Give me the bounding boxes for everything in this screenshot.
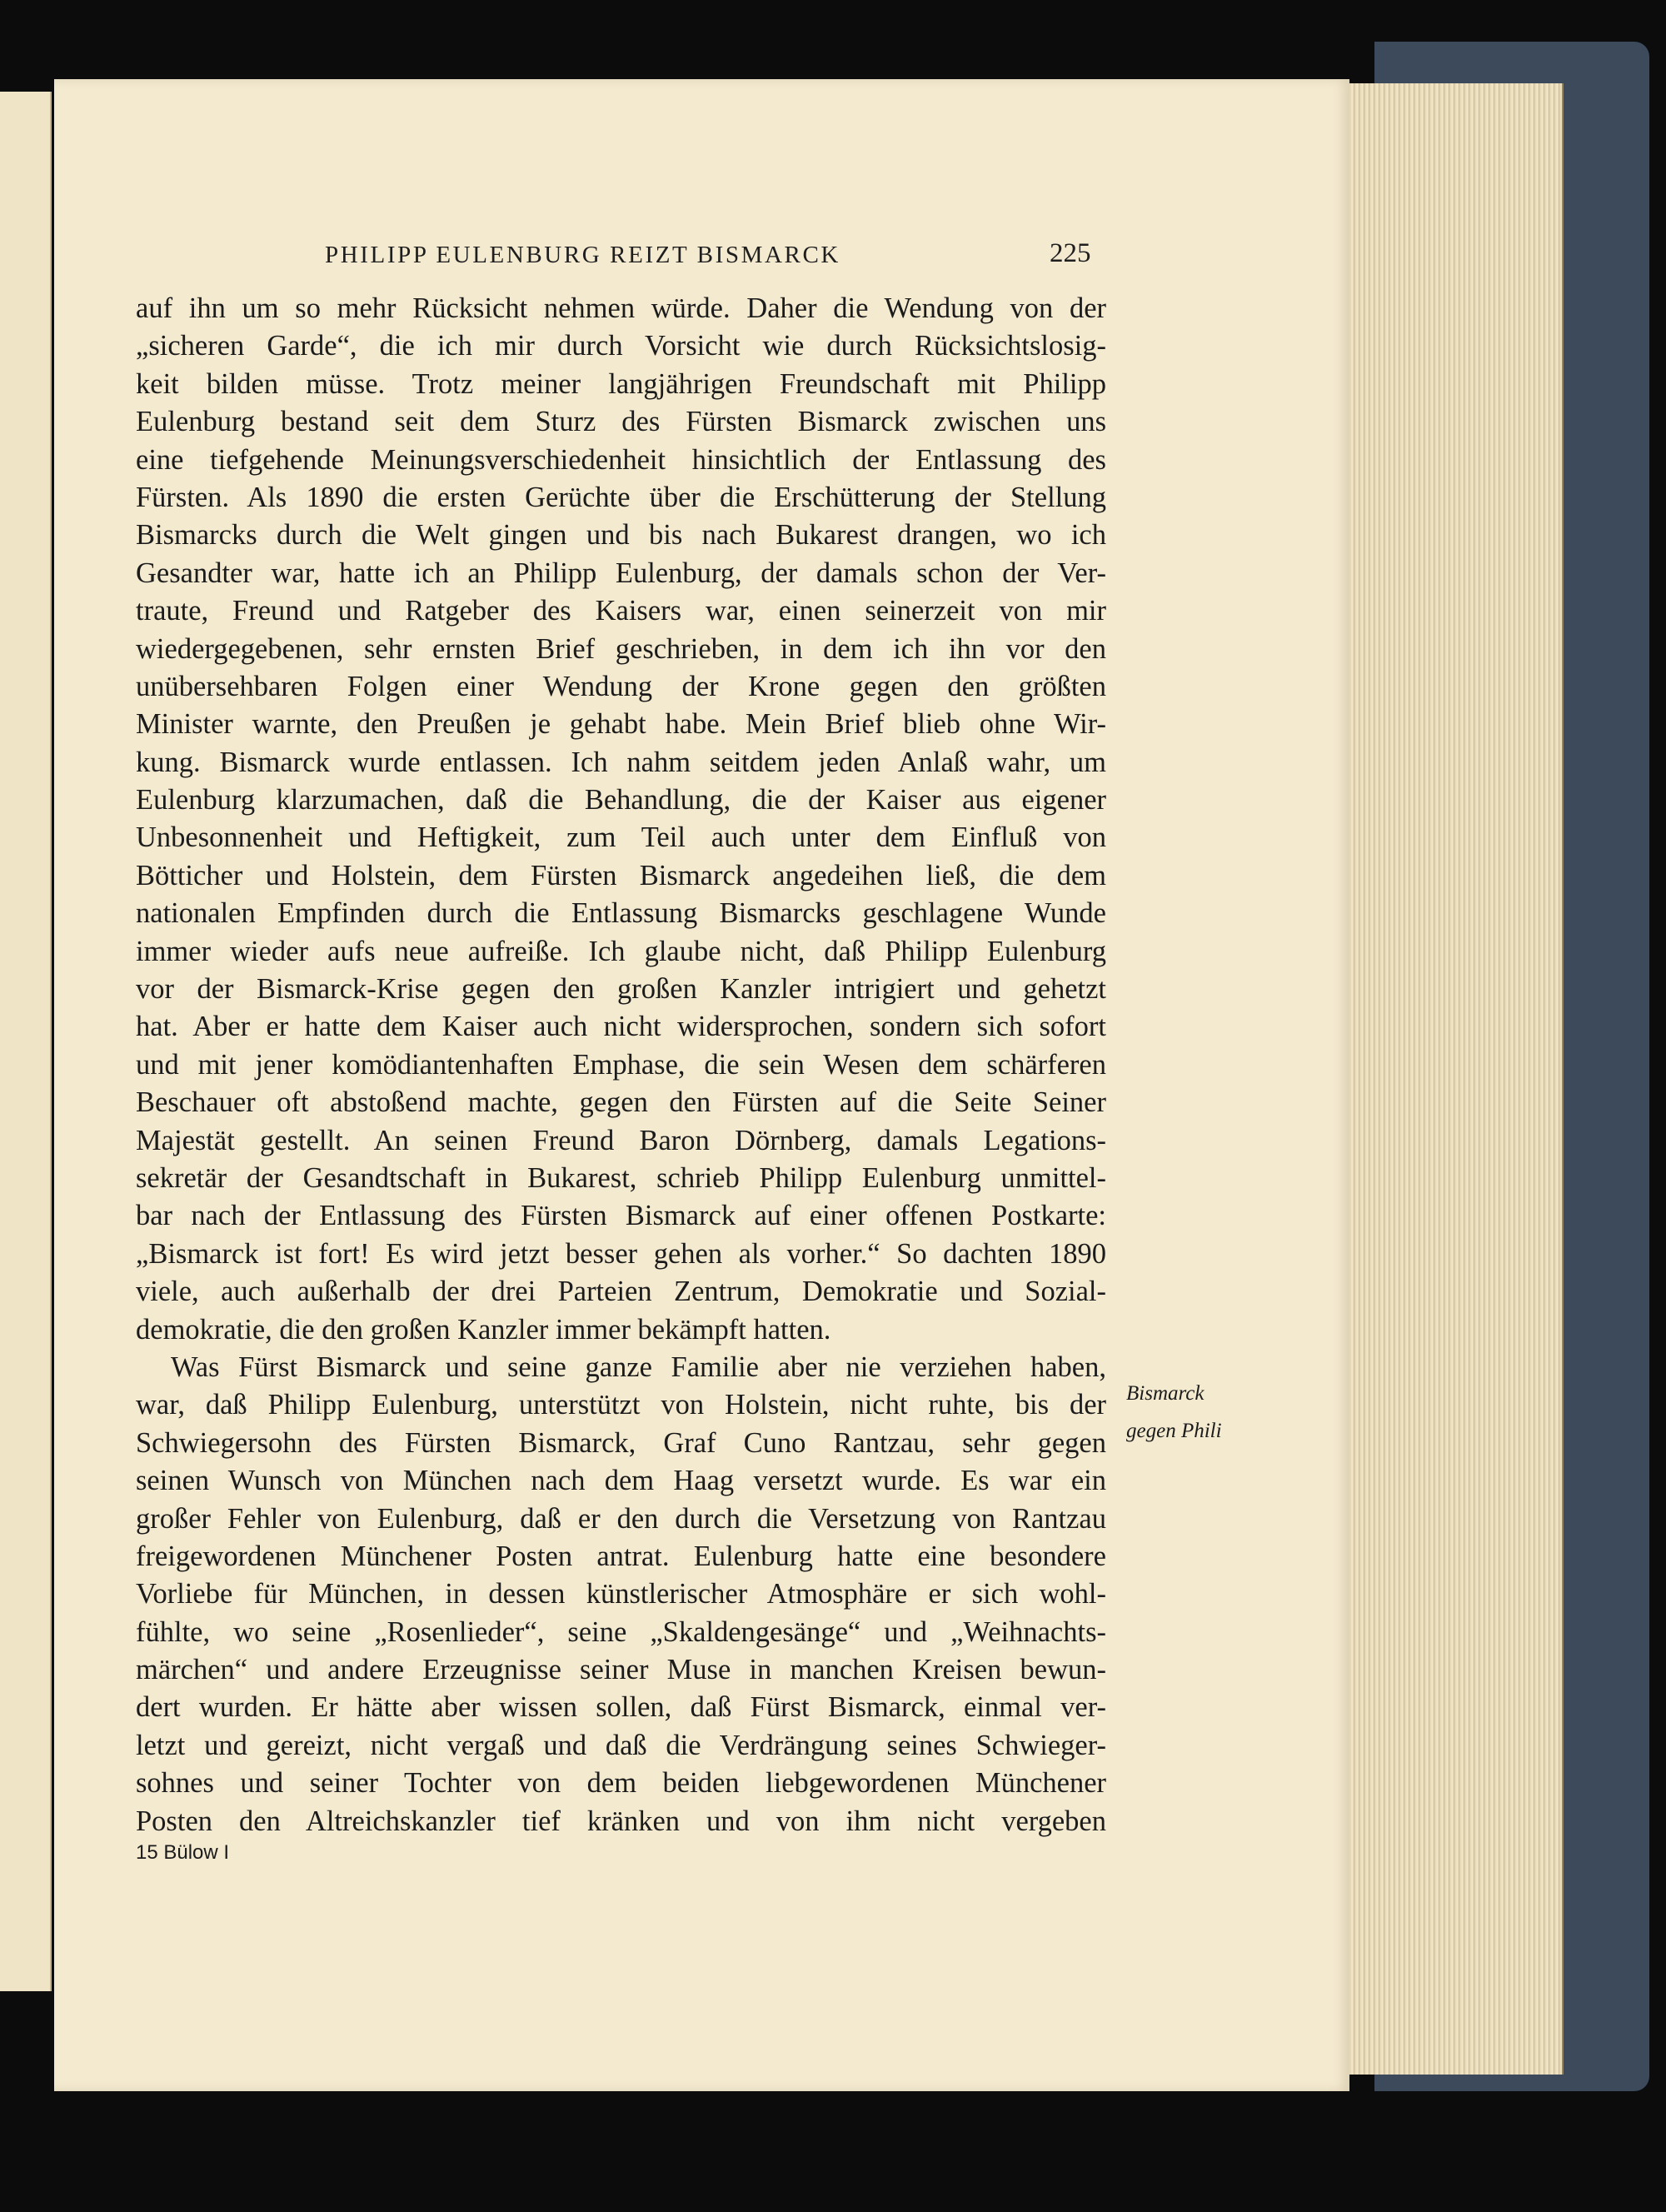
text-line: Eulenburg klarzumachen, daß die Behandlung, die der Kaiser aus eigener	[136, 784, 1106, 816]
running-head-title: PHILIPP EULENBURG REIZT BISMARCK	[325, 242, 840, 268]
text-line: letzt und gereizt, nicht vergaß und daß die Verdrängung seines Schwieger-	[136, 1729, 1106, 1761]
text-line: Majestät gestellt. An seinen Freund Baron Dörnberg, damals Legations-	[136, 1124, 1106, 1156]
text-line: demokratie, die den großen Kanzler immer bekämpft hatten.	[136, 1313, 831, 1346]
text-line: fühlte, wo seine „Rosenlieder“, seine „Skaldengesänge“ und „Weihnachts-	[136, 1615, 1106, 1648]
text-line: märchen“ und andere Erzeugnisse seiner Muse in manchen Kreisen bewun-	[136, 1654, 1106, 1686]
text-line: freigewordenen Münchener Posten antrat. Eulenburg hatte eine besondere	[136, 1540, 1106, 1572]
text-line: war, daß Philipp Eulenburg, unterstützt von Holstein, nicht ruhte, bis der	[136, 1389, 1106, 1421]
text-line: auf ihn um so mehr Rücksicht nehmen würde. Daher die Wendung von der	[136, 292, 1106, 324]
text-line: Posten den Altreichskanzler tief kränken und von ihm nicht vergeben	[136, 1805, 1106, 1837]
text-line: „Bismarck ist fort! Es wird jetzt besser gehen als vorher.“ So dachten 1890	[136, 1237, 1106, 1270]
previous-page-edge	[0, 92, 52, 1991]
body-text	[136, 290, 1106, 1840]
text-line: Fürsten. Als 1890 die ersten Gerüchte über die Erschütterung der Stellung	[136, 481, 1106, 513]
text-line: traute, Freund und Ratgeber des Kaisers war, einen seinerzeit von mir	[136, 595, 1106, 627]
page-number: 225	[1050, 238, 1091, 268]
text-line: und mit jener komödiantenhaften Emphase, die sein Wesen dem schärferen	[136, 1048, 1106, 1081]
text-line: sohnes und seiner Tochter von dem beiden liebgewordenen Münchener	[136, 1767, 1106, 1800]
text-line: keit bilden müsse. Trotz meiner langjährigen Freundschaft mit Philipp	[136, 367, 1106, 400]
text-line: Minister warnte, den Preußen je gehabt habe. Mein Brief blieb ohne Wir-	[136, 708, 1106, 741]
text-line: Eulenburg bestand seit dem Sturz des Fürsten Bismarck zwischen uns	[136, 406, 1106, 438]
text-line: vor der Bismarck-Krise gegen den großen Kanzler intrigiert und gehetzt	[136, 973, 1106, 1006]
text-line: Bismarcks durch die Welt gingen und bis nach Bukarest drangen, wo ich	[136, 519, 1106, 552]
text-line: Bötticher und Holstein, dem Fürsten Bismarck angedeihen ließ, die dem	[136, 859, 1106, 891]
text-line: Schwiegersohn des Fürsten Bismarck, Graf Cuno Rantzau, sehr gegen	[136, 1426, 1106, 1459]
text-line: unübersehbaren Folgen einer Wendung der Krone gegen den größten	[136, 670, 1106, 702]
text-line: Gesandter war, hatte ich an Philipp Eulenburg, der damals schon der Ver-	[136, 557, 1106, 589]
marginal-note	[1126, 1375, 1222, 1450]
text-line: großer Fehler von Eulenburg, daß er den durch die Versetzung von Rantzau	[136, 1502, 1106, 1535]
text-line: eine tiefgehende Meinungsverschiedenheit hinsichtlich der Entlassung des	[136, 443, 1106, 476]
text-line: viele, auch außerhalb der drei Parteien Zentrum, Demokratie und Sozial-	[136, 1276, 1106, 1308]
text-line: Unbesonnenheit und Heftigkeit, zum Teil auch unter dem Einfluß von	[136, 821, 1106, 854]
text-line: wiedergegebenen, sehr ernsten Brief geschrieben, in dem ich ihn vor den	[136, 632, 1106, 665]
printer-signature: 15 Bülow I	[136, 1841, 230, 1864]
text-line: immer wieder aufs neue aufreiße. Ich glaube nicht, daß Philipp Eulenburg	[136, 935, 1106, 967]
text-line: kung. Bismarck wurde entlassen. Ich nahm seitdem jeden Anlaß wahr, um	[136, 746, 1106, 778]
page-edges	[1341, 83, 1564, 2075]
text-line: dert wurden. Er hätte aber wissen sollen, daß Fürst Bismarck, einmal ver-	[136, 1691, 1106, 1724]
text-line: nationalen Empfinden durch die Entlassung Bismarcks geschlagene Wunde	[136, 897, 1106, 930]
text-line: sekretär der Gesandtschaft in Bukarest, schrieb Philipp Eulenburg unmittel-	[136, 1161, 1106, 1194]
text-line: seinen Wunsch von München nach dem Haag versetzt wurde. Es war ein	[136, 1465, 1106, 1497]
text-line: Vorliebe für München, in dessen künstlerischer Atmosphäre er sich wohl-	[136, 1578, 1106, 1610]
marginal-note-line: gegen Phili	[1126, 1420, 1222, 1442]
text-line: hat. Aber er hatte dem Kaiser auch nicht widersprochen, sondern sich sofort	[136, 1011, 1106, 1043]
text-line: Was Fürst Bismarck und seine ganze Familie aber nie verziehen haben,	[171, 1351, 1106, 1383]
text-line: Beschauer oft abstoßend machte, gegen den Fürsten auf die Seite Seiner	[136, 1086, 1106, 1119]
marginal-note-line: Bismarck	[1126, 1382, 1205, 1405]
text-line: bar nach der Entlassung des Fürsten Bismarck auf einer offenen Postkarte:	[136, 1200, 1106, 1232]
text-line: „sicheren Garde“, die ich mir durch Vorsicht wie durch Rücksichtslosig-	[136, 330, 1106, 362]
